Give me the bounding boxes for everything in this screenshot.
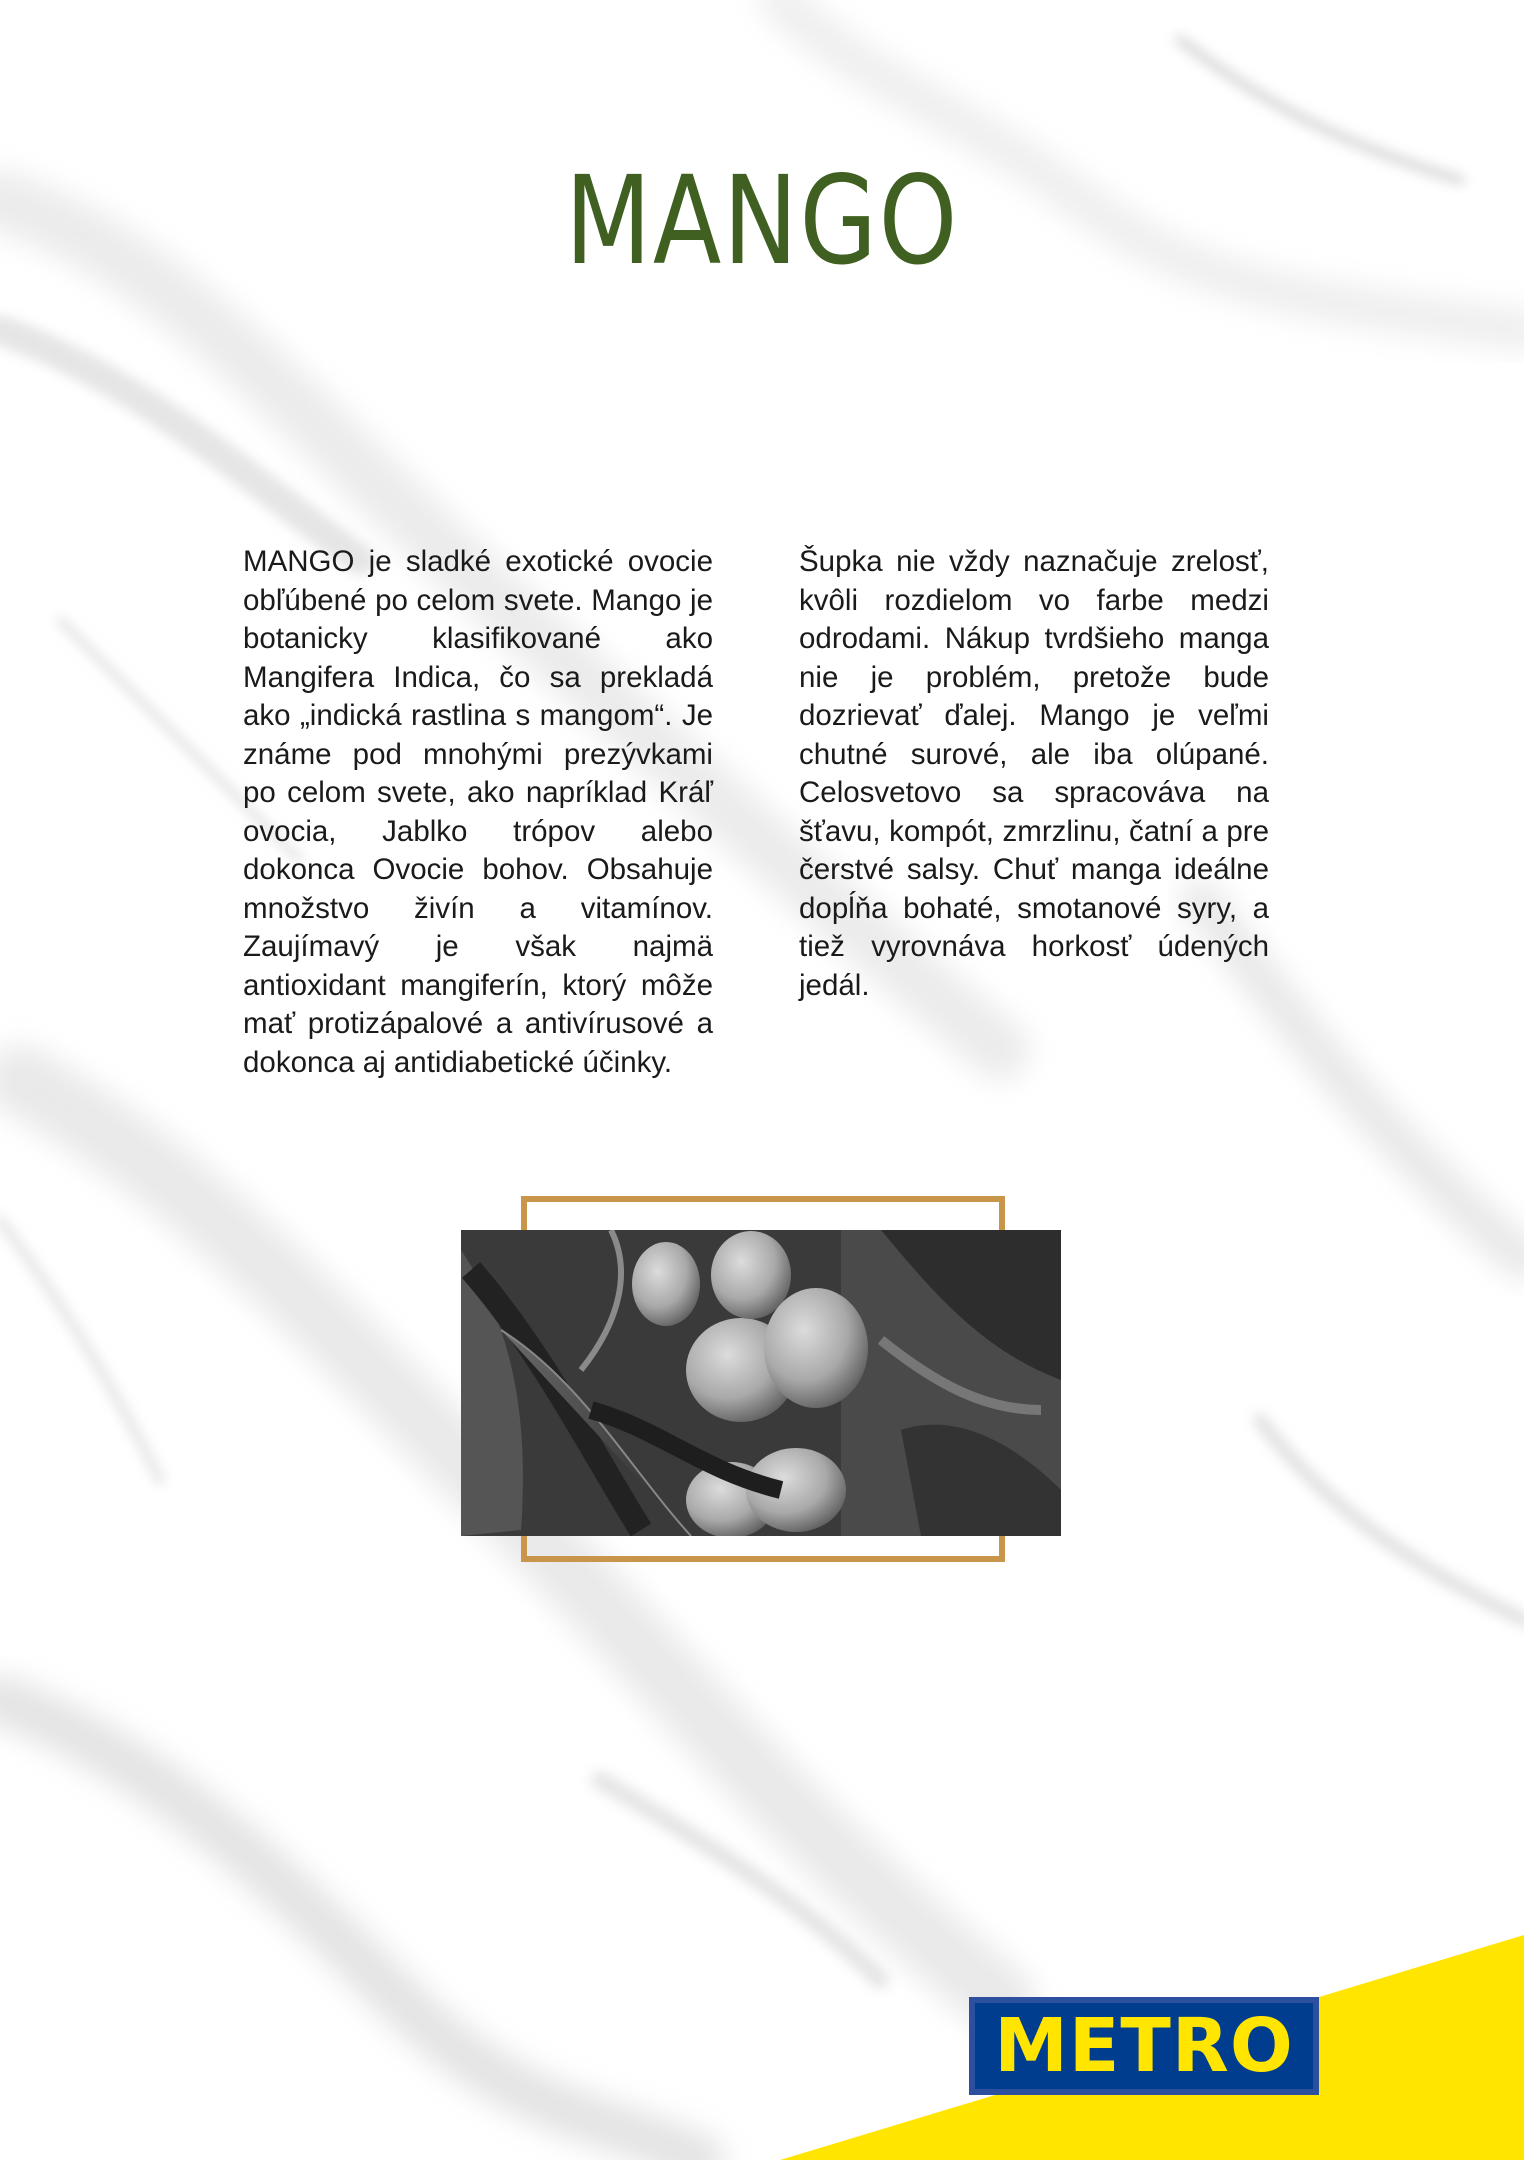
- metro-logo: [969, 1997, 1319, 2095]
- metro-logo-text: METRO: [994, 2003, 1294, 2089]
- page-title: MANGO: [564, 150, 960, 292]
- paragraph-left: MANGO je sladké exotické ovocie obľúbené po celom svete. Mango je botanicky klasifikované ako Mangifera Indica, čo sa prekladá ako „indická rastlina s mangom“. Je známe pod mnohými prezývkami po celom svete, ako napríklad Kráľ ovocia, Jablko trópov alebo dokonca Ovocie bohov. Obsahuje množstvo živín a vitamínov. Zaujímavý je však najmä antioxidant mangiferín, ktorý môže mať protizápalové a antivírusové a dokonca aj antidiabetické účinky.: [243, 545, 713, 1079]
- paragraph-right: Šupka nie vždy naznačuje zrelosť, kvôli rozdielom vo farbe medzi odrodami. Nákup tvrdšieho manga nie je problém, pretože bude dozrievať ďalej. Mango je veľmi chutné surové, ale iba olúpané. Celosvetovo sa spracováva na šťavu, kompót, zmrzlinu, čatní a pre čerstvé salsy. Chuť manga ideálne dopĺňa bohaté, smotanové syry, a tiež vyrovnáva horkosť údených jedál.: [799, 545, 1269, 1002]
